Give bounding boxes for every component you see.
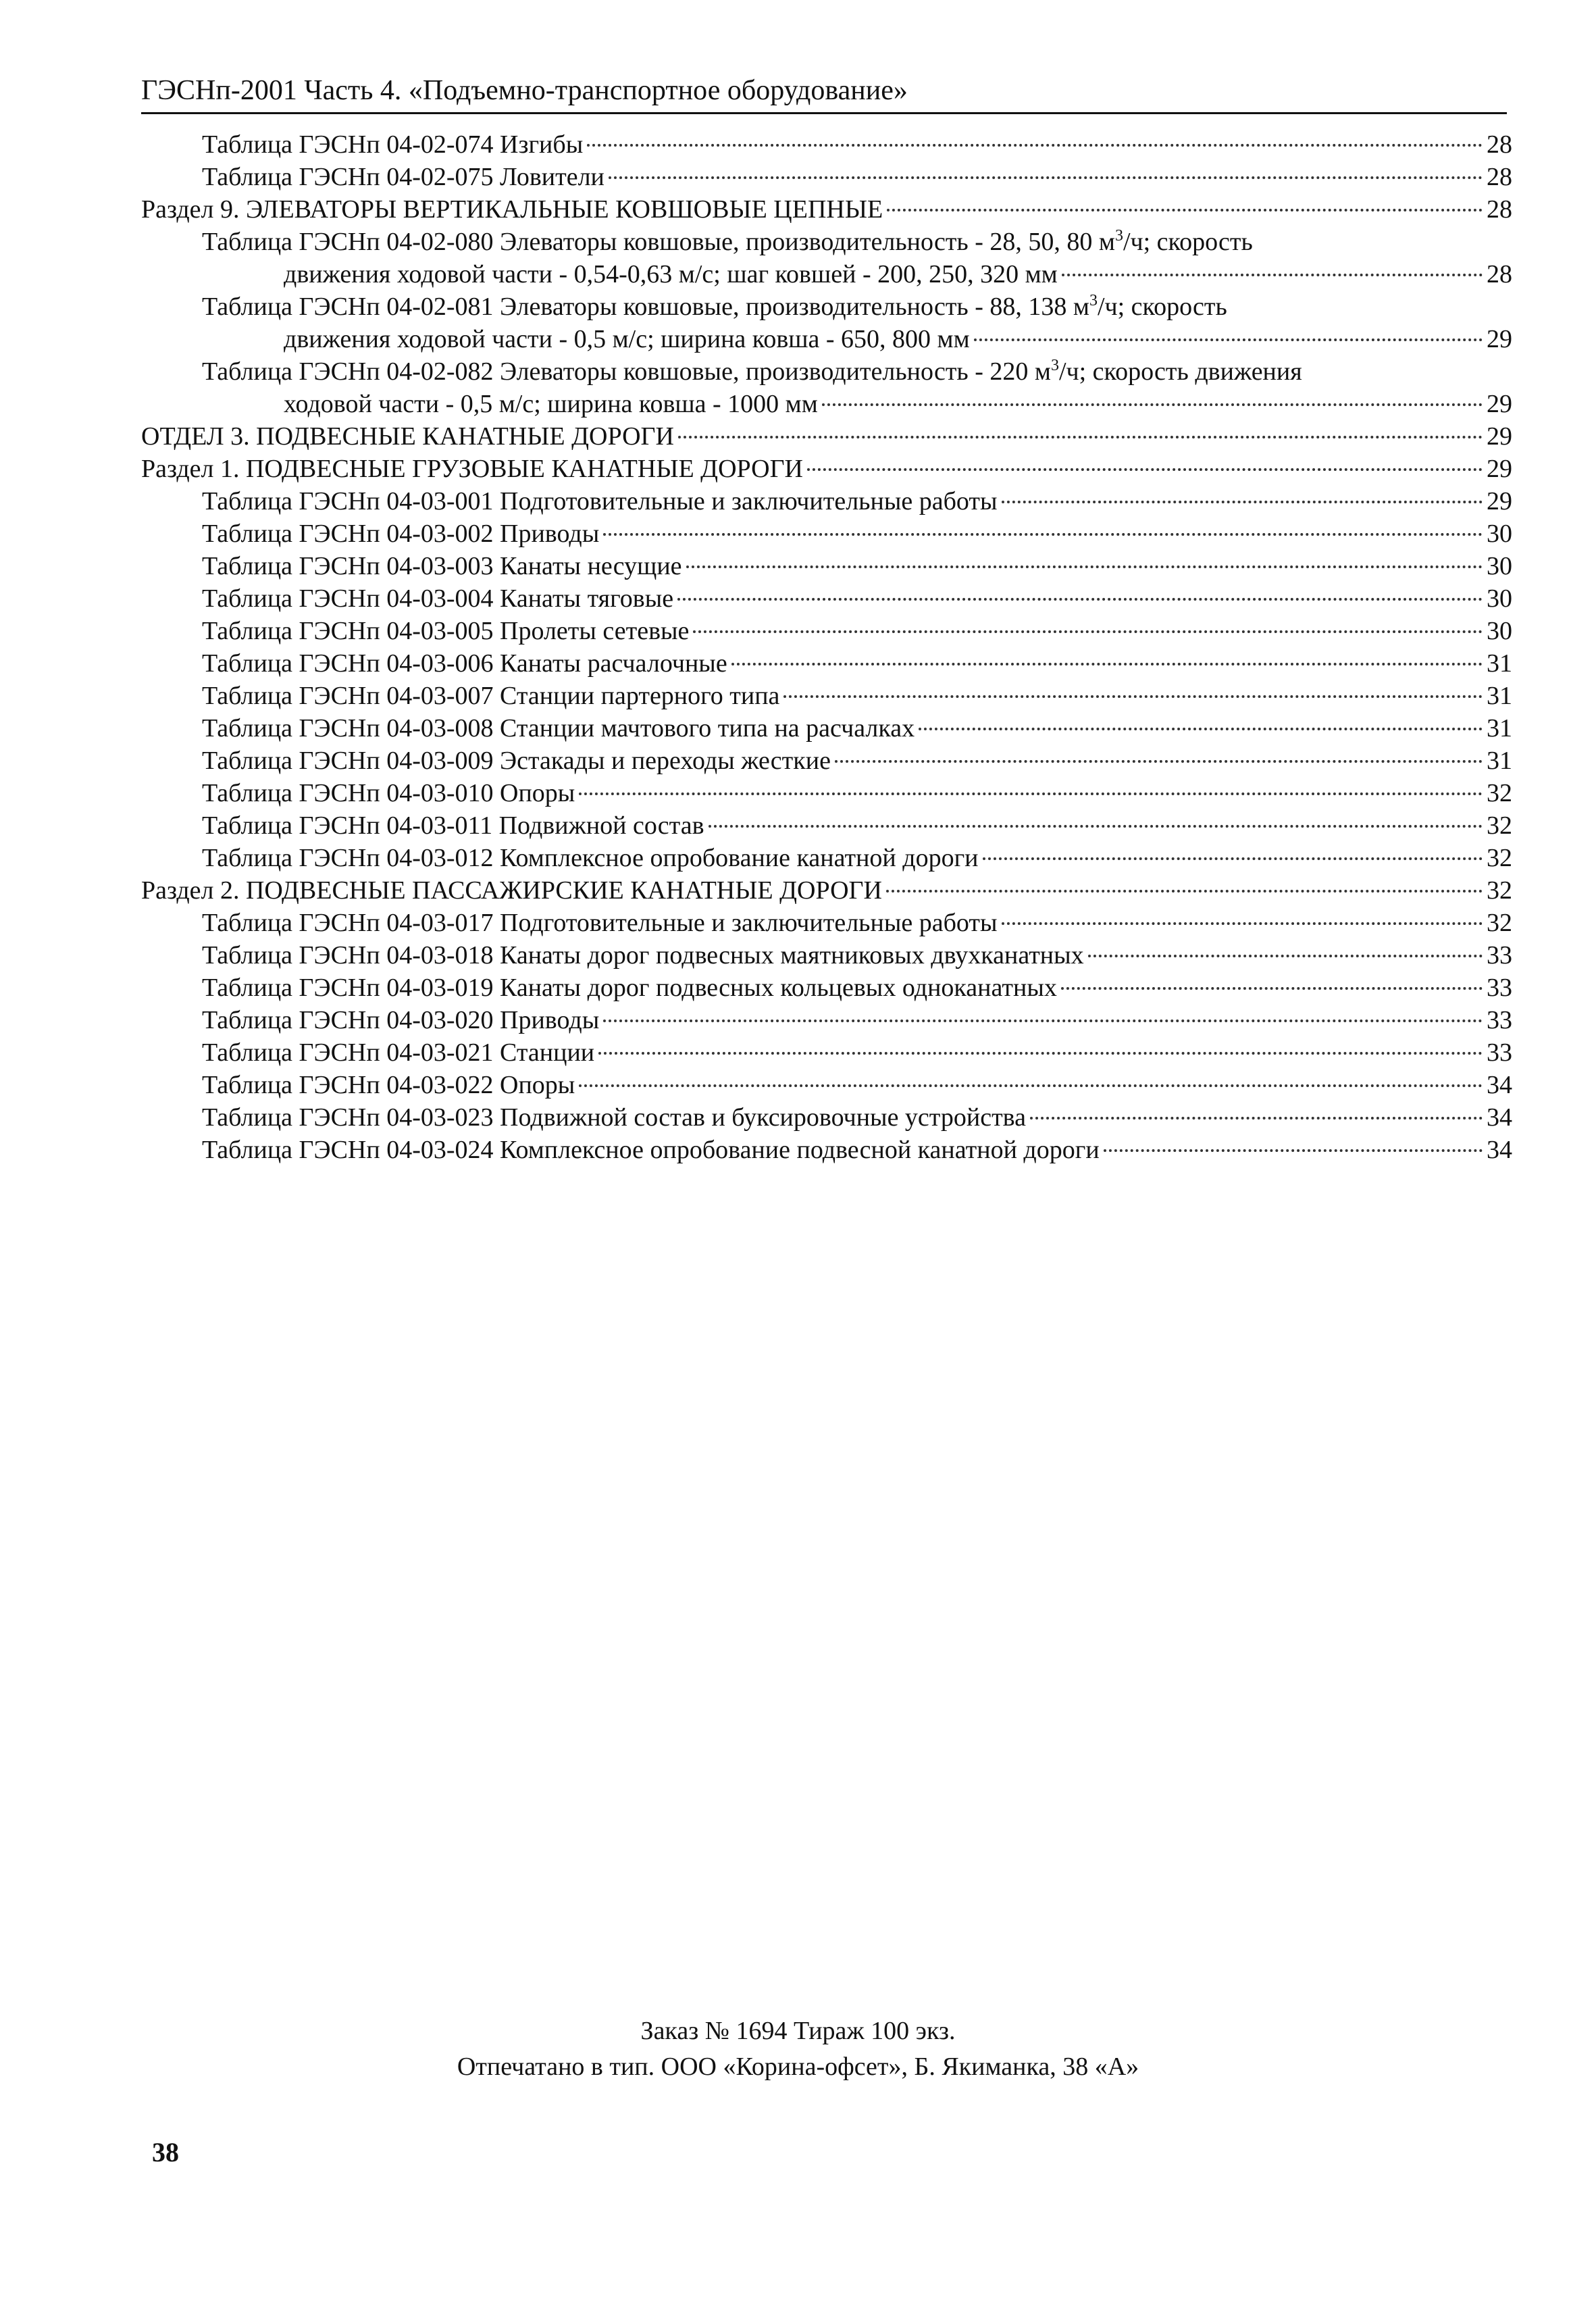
toc-entry — [202, 615, 1512, 647]
toc-entry-page: 34 — [1487, 1071, 1512, 1099]
toc-entry-page: 29 — [1487, 325, 1512, 353]
toc-entry-page: 32 — [1487, 909, 1512, 937]
dot-leader — [822, 403, 1483, 406]
toc-entry-title: Таблица ГЭСНп 04-03-019 Канаты дорог подвесных кольцевых одноканатных — [202, 974, 1057, 1002]
toc-entry-page: 28 — [1487, 130, 1512, 159]
toc-entry-page: 30 — [1487, 520, 1512, 548]
dot-leader — [1030, 1117, 1483, 1120]
dot-leader — [731, 663, 1483, 665]
toc-entry-page: 29 — [1487, 390, 1512, 418]
toc-entry-title: Таблица ГЭСНп 04-03-007 Станции партерного типа — [202, 682, 780, 710]
toc-entry — [202, 777, 1512, 809]
dot-leader — [886, 890, 1483, 892]
dot-leader — [807, 468, 1483, 471]
toc-entry-title: Таблица ГЭСНп 04-03-011 Подвижной состав — [202, 811, 704, 840]
dot-leader — [1104, 1149, 1483, 1152]
dot-leader — [603, 533, 1483, 536]
toc-entry-title: Раздел 2. ПОДВЕСНЫЕ ПАССАЖИРСКИЕ КАНАТНЫЕ ДОРОГИ — [141, 876, 882, 905]
toc-entry-page: 33 — [1487, 974, 1512, 1002]
toc-entry-title-line1: Таблица ГЭСНп 04-02-081 Элеваторы ковшовые, производительность - 88, 138 $м^3/ч$; скорость — [202, 292, 1227, 321]
toc-section-entry — [141, 193, 1512, 226]
dot-leader — [579, 1084, 1483, 1087]
dot-leader — [603, 1020, 1483, 1022]
dot-leader — [677, 598, 1483, 601]
toc-entry-title: Таблица ГЭСНп 04-03-012 Комплексное опробование канатной дороги — [202, 844, 979, 872]
toc-entry-title: Таблица ГЭСНп 04-03-022 Опоры — [202, 1071, 575, 1099]
toc-entry — [202, 550, 1512, 582]
toc-part-entry — [141, 420, 1512, 453]
toc-entry-multiline — [202, 291, 1512, 355]
toc-entry-title-line2: движения ходовой части - 0,5 м/с; ширина ковша - 650, 800 мм — [284, 325, 970, 353]
toc-entry-page: 28 — [1487, 260, 1512, 288]
toc-entry — [202, 1004, 1512, 1036]
toc-entry-page: 32 — [1487, 844, 1512, 872]
toc-entry-title: Таблица ГЭСНп 04-02-074 Изгибы — [202, 130, 584, 159]
toc-entry-title: Таблица ГЭСНп 04-03-008 Станции мачтового типа на расчалках — [202, 714, 915, 743]
toc-entry-page: 30 — [1487, 617, 1512, 645]
toc-entry — [202, 939, 1512, 972]
toc-entry-page: 28 — [1487, 163, 1512, 191]
toc-entry-page: 29 — [1487, 487, 1512, 515]
dot-leader — [609, 176, 1483, 179]
toc-entry — [202, 712, 1512, 745]
toc-entry-page: 33 — [1487, 1038, 1512, 1067]
toc-entry-page: 28 — [1487, 195, 1512, 224]
toc-entry-title: Таблица ГЭСНп 04-02-075 Ловители — [202, 163, 604, 191]
toc-entry-title: Таблица ГЭСНп 04-03-009 Эстакады и переходы жесткие — [202, 747, 831, 775]
toc-entry-page: 32 — [1487, 811, 1512, 840]
dot-leader — [709, 825, 1483, 828]
running-header: ГЭСНп-2001 Часть 4. «Подъемно-транспортное оборудование» — [141, 75, 908, 106]
toc-entry-multiline — [202, 226, 1512, 291]
dot-leader — [686, 565, 1483, 568]
header-rule — [141, 112, 1507, 114]
toc-entry-title: Таблица ГЭСНп 04-03-001 Подготовительные и заключительные работы — [202, 487, 998, 515]
toc-entry-page: 30 — [1487, 552, 1512, 580]
toc-entry — [202, 745, 1512, 777]
toc-entry-title: Таблица ГЭСНп 04-03-003 Канаты несущие — [202, 552, 682, 580]
dot-leader — [678, 436, 1483, 438]
toc-entry-title-line1: Таблица ГЭСНп 04-02-080 Элеваторы ковшовые, производительность - 28, 50, 80 $м^3/ч$; скорость — [202, 227, 1253, 256]
dot-leader — [835, 760, 1483, 763]
toc-entry-page: 33 — [1487, 941, 1512, 970]
dot-leader — [1088, 955, 1483, 957]
dot-leader — [1062, 274, 1483, 276]
toc-entry — [202, 1134, 1512, 1166]
toc-entry — [202, 128, 1512, 161]
toc-entry-title: Таблица ГЭСНп 04-03-020 Приводы — [202, 1006, 600, 1034]
toc-entry-page: 31 — [1487, 649, 1512, 678]
toc-entry-page: 32 — [1487, 779, 1512, 807]
toc-section-entry — [141, 453, 1512, 485]
toc-entry-title: ОТДЕЛ 3. ПОДВЕСНЫЕ КАНАТНЫЕ ДОРОГИ — [141, 422, 674, 451]
toc-entry-title: Таблица ГЭСНп 04-03-002 Приводы — [202, 520, 600, 548]
toc-entry — [202, 842, 1512, 874]
toc-entry-page: 31 — [1487, 682, 1512, 710]
toc-entry — [202, 1101, 1512, 1134]
toc-entry-page: 31 — [1487, 714, 1512, 743]
toc-entry — [202, 972, 1512, 1004]
toc-entry — [202, 161, 1512, 193]
dot-leader — [983, 857, 1483, 860]
toc-entry-title-line2: движения ходовой части - 0,54-0,63 м/с; шаг ковшей - 200, 250, 320 мм — [284, 260, 1058, 288]
toc-entry — [202, 485, 1512, 518]
toc-entry-title: Таблица ГЭСНп 04-03-005 Пролеты сетевые — [202, 617, 690, 645]
toc-entry-page: 32 — [1487, 876, 1512, 905]
toc-entry — [202, 647, 1512, 680]
toc-entry-title: Раздел 9. ЭЛЕВАТОРЫ ВЕРТИКАЛЬНЫЕ КОВШОВЫЕ ЦЕПНЫЕ — [141, 195, 883, 224]
dot-leader — [919, 728, 1483, 730]
toc-entry — [202, 1069, 1512, 1101]
toc-entry-page: 30 — [1487, 584, 1512, 613]
toc-entry-page: 34 — [1487, 1103, 1512, 1132]
dot-leader — [1002, 922, 1483, 925]
dot-leader — [1061, 987, 1483, 990]
toc-entry — [202, 907, 1512, 939]
dot-leader — [887, 209, 1483, 211]
toc-entry-title: Таблица ГЭСНп 04-03-006 Канаты расчалочные — [202, 649, 727, 678]
toc-entry-title-line2: ходовой части - 0,5 м/с; ширина ковша - 1000 мм — [284, 390, 818, 418]
toc-entry-title: Таблица ГЭСНп 04-03-021 Станции — [202, 1038, 595, 1067]
toc-entry-title-line1: Таблица ГЭСНп 04-02-082 Элеваторы ковшовые, производительность - 220 $м^3/ч$; скорость движения — [202, 357, 1302, 386]
dot-leader — [974, 338, 1483, 341]
toc-entry-page: 31 — [1487, 747, 1512, 775]
toc-entry-title: Таблица ГЭСНп 04-03-024 Комплексное опробование подвесной канатной дороги — [202, 1136, 1100, 1164]
toc-entry-page: 29 — [1487, 455, 1512, 483]
page-number: 38 — [152, 2137, 179, 2167]
toc-entry-page: 33 — [1487, 1006, 1512, 1034]
toc-entry-title: Таблица ГЭСНп 04-03-017 Подготовительные и заключительные работы — [202, 909, 998, 937]
toc-entry-page: 29 — [1487, 422, 1512, 451]
toc-entry-multiline — [202, 355, 1512, 420]
toc-section-entry — [141, 874, 1512, 907]
toc-entry — [202, 1036, 1512, 1069]
toc-entry-title: Таблица ГЭСНп 04-03-023 Подвижной состав и буксировочные устройства — [202, 1103, 1026, 1132]
toc-entry-title: Таблица ГЭСНп 04-03-004 Канаты тяговые — [202, 584, 674, 613]
dot-leader — [579, 793, 1483, 795]
dot-leader — [598, 1052, 1483, 1055]
toc-entry-page: 34 — [1487, 1136, 1512, 1164]
dot-leader — [783, 695, 1483, 698]
toc-entry-title: Таблица ГЭСНп 04-03-010 Опоры — [202, 779, 575, 807]
toc-entry — [202, 582, 1512, 615]
toc-entry — [202, 809, 1512, 842]
imprint-printer-line: Отпечатано в тип. ООО «Корина-офсет», Б. Якиманка, 38 «А» — [457, 2053, 1139, 2081]
dot-leader — [587, 144, 1483, 147]
toc-entry — [202, 680, 1512, 712]
toc-entry-title: Раздел 1. ПОДВЕСНЫЕ ГРУЗОВЫЕ КАНАТНЫЕ ДОРОГИ — [141, 455, 803, 483]
dot-leader — [1002, 501, 1483, 503]
dot-leader — [693, 630, 1483, 633]
toc-entry-title: Таблица ГЭСНп 04-03-018 Канаты дорог подвесных маятниковых двухканатных — [202, 941, 1084, 970]
toc-entry — [202, 518, 1512, 550]
imprint-order-line: Заказ № 1694 Тираж 100 экз. — [640, 2017, 956, 2045]
